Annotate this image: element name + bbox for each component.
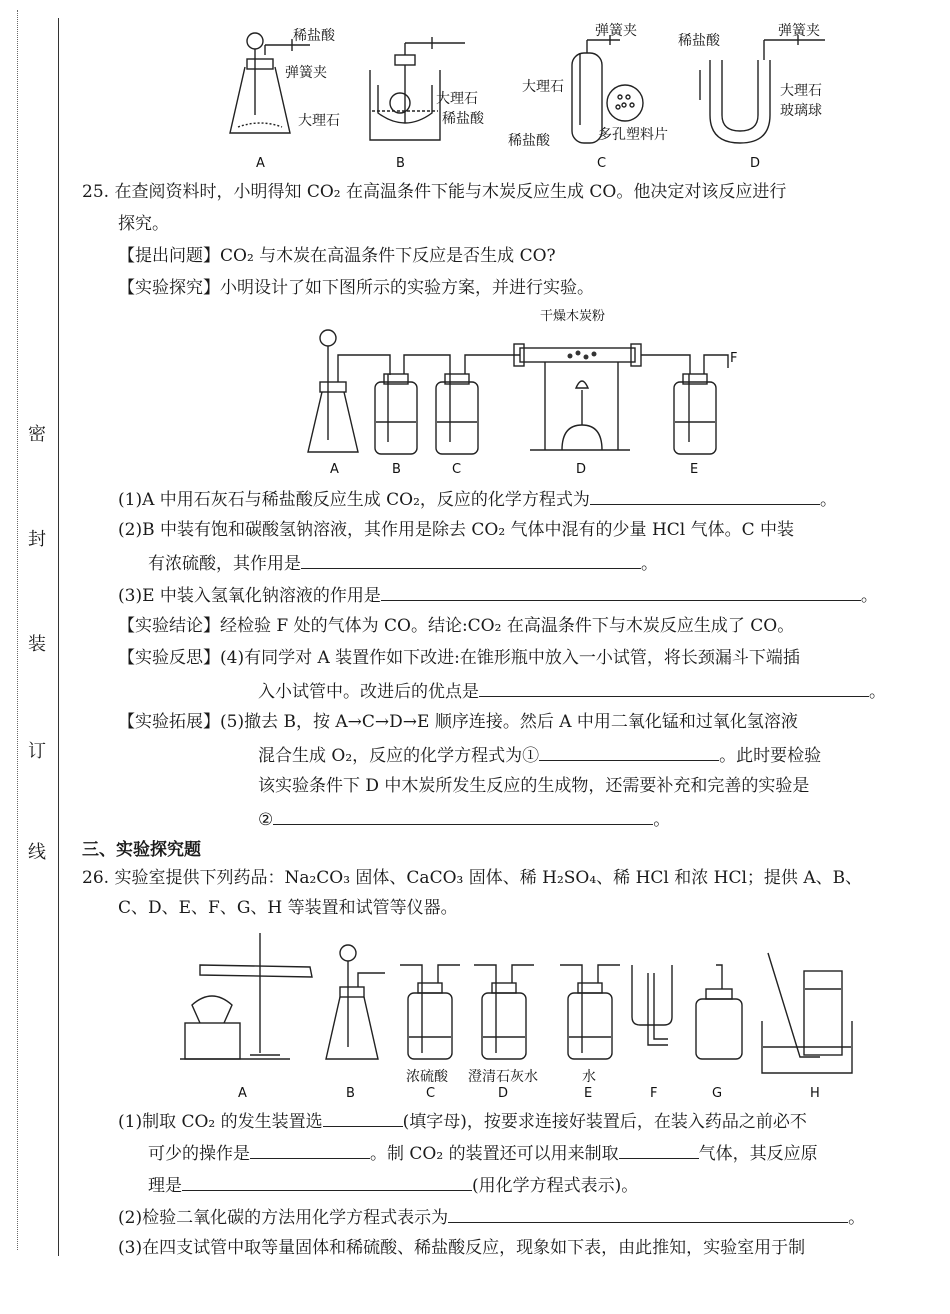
fig-top-caption-b: B <box>396 156 405 171</box>
answer-blank-25-2[interactable] <box>301 550 641 569</box>
figure-co2-carbon-apparatus <box>300 300 760 480</box>
q26-sub-1c: 理是 (用化学方程式表示)。 <box>148 1172 638 1198</box>
fig-top-a-label-1: 稀盐酸 <box>293 28 335 44</box>
answer-blank-26-5[interactable] <box>448 1204 848 1223</box>
q25-sub-2a: (2)B 中装有饱和碳酸氢钠溶液，其作用是除去 CO₂ 气体中混有的少量 HCl 气体。C 中装 <box>118 520 795 540</box>
fig26-label-b: B <box>346 1086 355 1101</box>
answer-blank-25-3[interactable] <box>381 582 861 601</box>
fig26-label-f: F <box>650 1086 658 1101</box>
fig-top-b-label-1: 大理石 <box>436 91 478 107</box>
fig-top-c-label-1: 弹簧夹 <box>595 23 637 39</box>
dotted-cut-line <box>17 10 18 1250</box>
answer-blank-26-1[interactable] <box>323 1108 403 1127</box>
q26-sub-1a: (1)制取 CO₂ 的发生装置选 (填字母)，按要求连接好装置后，在装入药品之前必不 <box>118 1108 807 1134</box>
q25-sub-1: (1)A 中用石灰石与稀盐酸反应生成 CO₂，反应的化学方程式为 。 <box>118 486 837 512</box>
answer-blank-25-4[interactable] <box>479 678 869 697</box>
fig25-title-label: 干燥木炭粉 <box>540 309 606 324</box>
fig-top-caption-a: A <box>256 156 265 171</box>
q26-line-2: C、D、E、F、G、H 等装置和试管等仪器。 <box>118 898 458 918</box>
fig26-label-h: H <box>810 1086 820 1101</box>
q25-problem: 【提出问题】CO₂ 与木炭在高温条件下反应是否生成 CO? <box>118 246 556 266</box>
seal-char-3: 装 <box>28 634 46 655</box>
fig26-label-c: C <box>426 1086 436 1101</box>
fig-top-caption-d: D <box>750 156 761 171</box>
fig25-label-c: C <box>452 462 462 477</box>
q25-extend-1: 【实验拓展】(5)撤去 B，按 A→C→D→E 顺序连接。然后 A 中用二氧化锰和过氧化氢溶液 <box>118 712 798 732</box>
fig-top-a-label-3: 大理石 <box>298 113 340 129</box>
fig25-label-a: A <box>330 462 339 477</box>
fig25-label-b: B <box>392 462 401 477</box>
q25-sub-3: (3)E 中装入氢氧化钠溶液的作用是 。 <box>118 582 878 608</box>
answer-blank-25-5[interactable] <box>539 742 719 761</box>
seal-char-2: 封 <box>28 529 46 550</box>
q25-explore: 【实验探究】小明设计了如下图所示的实验方案，并进行实验。 <box>118 278 594 298</box>
fig26-sub-c: 浓硫酸 <box>406 1069 448 1085</box>
fig-top-b-label-2: 稀盐酸 <box>442 111 484 127</box>
section-heading: 三、实验探究题 <box>82 840 201 860</box>
q25-conclusion: 【实验结论】经检验 F 处的气体为 CO。结论:CO₂ 在高温条件下与木炭反应生成了 CO。 <box>118 616 795 636</box>
fig-top-c-label-3: 稀盐酸 <box>508 133 550 149</box>
q25-extend-2: 混合生成 O₂，反应的化学方程式为① 。此时要检验 <box>258 742 821 768</box>
fig25-label-e: E <box>690 462 699 477</box>
answer-blank-26-2[interactable] <box>250 1140 370 1159</box>
q25-extend-3: 该实验条件下 D 中木炭所发生反应的生成物，还需要补充和完善的实验是 <box>258 776 810 796</box>
q26-sub-1b: 可少的操作是 。制 CO₂ 的装置还可以用来制取 气体，其反应原 <box>148 1140 818 1166</box>
q26-sub-3: (3)在四支试管中取等量固体和稀硫酸、稀盐酸反应，现象如下表，由此推知，实验室用于制 <box>118 1238 806 1258</box>
fig26-label-g: G <box>712 1086 723 1101</box>
fig-top-c-label-2: 大理石 <box>522 79 564 95</box>
fig26-label-d: D <box>498 1086 509 1101</box>
margin-rule <box>58 18 59 1256</box>
answer-blank-26-3[interactable] <box>619 1140 699 1159</box>
fig26-label-e: E <box>584 1086 593 1101</box>
seal-char-1: 密 <box>28 424 46 445</box>
fig-top-a-label-2: 弹簧夹 <box>285 65 327 81</box>
q26-sub-2: (2)检验二氧化碳的方法用化学方程式表示为 。 <box>118 1204 865 1230</box>
fig-top-d-label-3: 大理石 <box>780 83 822 99</box>
q25-reflect-2: 入小试管中。改进后的优点是 。 <box>258 678 886 704</box>
fig25-label-f: F <box>730 351 738 366</box>
binding-margin <box>0 0 60 1260</box>
fig-top-caption-c: C <box>597 156 607 171</box>
seal-char-5: 线 <box>28 842 46 863</box>
seal-char-4: 订 <box>28 741 46 762</box>
answer-blank-26-4[interactable] <box>182 1172 472 1191</box>
q25-extend-4: ② 。 <box>258 806 670 832</box>
fig25-label-d: D <box>576 462 587 477</box>
fig-top-d-label-4: 玻璃球 <box>780 103 822 119</box>
q25-line-2: 探究。 <box>118 214 169 234</box>
q25-reflect-1: 【实验反思】(4)有同学对 A 装置作如下改进:在锥形瓶中放入一小试管，将长颈漏斗下端插 <box>118 648 800 668</box>
answer-blank-25-6[interactable] <box>273 806 653 825</box>
fig26-label-a: A <box>238 1086 247 1101</box>
answer-blank-25-1[interactable] <box>590 486 820 505</box>
q25-sub-2b: 有浓硫酸，其作用是 。 <box>148 550 658 576</box>
fig-top-d-label-1: 稀盐酸 <box>678 33 720 49</box>
fig-top-c-label-4: 多孔塑料片 <box>598 127 668 143</box>
fig26-sub-d: 澄清石灰水 <box>468 1069 538 1085</box>
fig26-sub-e: 水 <box>582 1069 596 1085</box>
figure-lab-apparatus-a-h <box>160 925 920 1103</box>
q26-line-1: 26. 实验室提供下列药品：Na₂CO₃ 固体、CaCO₃ 固体、稀 H₂SO₄、稀 HCl 和浓 HCl；提供 A、B、 <box>82 868 863 888</box>
q25-line-1: 25. 在查阅资料时，小明得知 CO₂ 在高温条件下能与木炭反应生成 CO。他决定对该反应进行 <box>82 182 787 202</box>
fig-top-d-label-2: 弹簧夹 <box>778 23 820 39</box>
figure-gas-generators <box>200 15 860 175</box>
